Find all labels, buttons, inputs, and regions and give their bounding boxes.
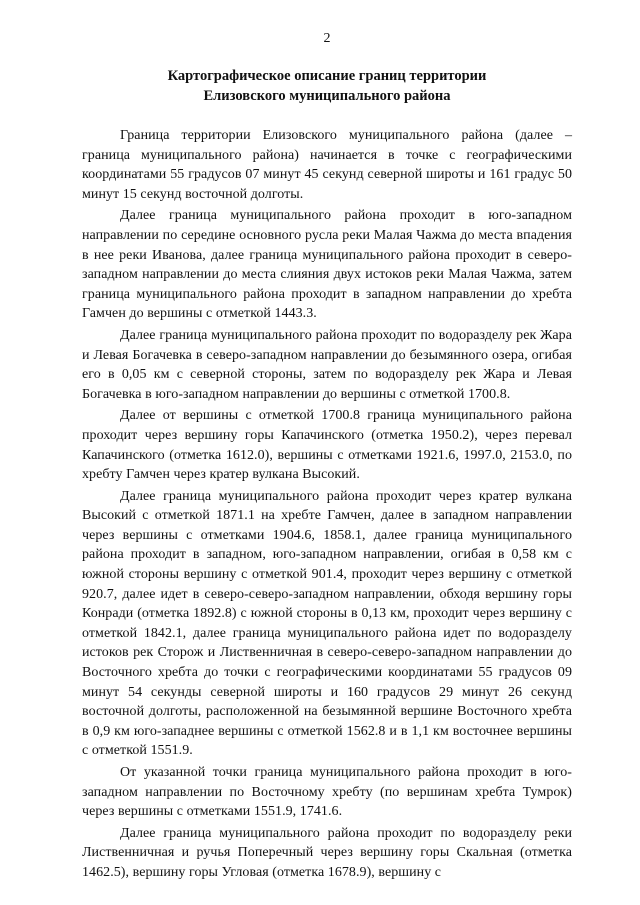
document-title: [82, 66, 572, 106]
page-number: 2: [323, 31, 331, 46]
paragraph-4: Далее от вершины с отметкой 1700.8 граница муниципального района проходит через вершину горы Капачинского (отметка 1950.2), через перевал Капачинского (отметка 1612.0), вершины с отметками 1921.6, 1997.0, 2153.0, по хребту Гамчен через кратер вулкана Высокий.: [82, 408, 572, 483]
title-line-1: Картографическое описание границ территории: [167, 68, 487, 84]
document-page: [82, 30, 572, 885]
paragraph-7: Далее граница муниципального района проходит по водоразделу реки Лиственничная и ручья Поперечный через вершину горы Скальная (отметка 1462.5), вершину горы Угловая (отметка 1678.9), вершину с: [82, 825, 572, 880]
paragraph-3: Далее граница муниципального района проходит по водоразделу рек Жара и Левая Богачевка в северо-западном направлении до безымянного озера, огибая его в 0,05 км с северной стороны, затем по водоразделу рек Жара и Левая Богачевка в юго-западном направлении до вершины с отметкой 1700.8.: [82, 327, 572, 402]
paragraph-2: Далее граница муниципального района проходит в юго-западном направлении по середине основного русла реки Малая Чажма до места впадения в нее реки Иванова, далее граница муниципального района проходит в северо-западном направлении до места слияния двух истоков реки Малая Чажма, затем граница муниципального района проходит в западном направлении до хребта Гамчен до вершины с отметкой 1443.3.: [82, 208, 572, 322]
paragraph-1: Граница территории Елизовского муниципального района (далее – граница муниципального района) начинается в точке с географическими координатами 55 градусов 07 минут 45 секунд северной широты и 161 градус 50 минут 15 секунд восточной долготы.: [82, 128, 572, 202]
title-line-2: Елизовского муниципального района: [203, 88, 451, 104]
paragraph-5: Далее граница муниципального района проходит через кратер вулкана Высокий с отметкой 1871.1 на хребте Гамчен, далее в западном направлении через вершины с отметками 1904.6, 1858.1, далее граница муниципального района проходит в западном, юго-западном направлении, огибая в 0,58 км с южной стороны вершину с отметкой 901.4, проходит через вершину с отметкой 920.7, далее идет в северо-северо-западном направлении, обходя вершину горы Конради (отметка 1892.8) с южной стороны в 0,13 км, проходит через вершину с отметкой 1842.1, далее граница муниципального района идет по водоразделу истоков рек Сторож и Лиственничная в северо-северо-западном направлении до Восточного хребта до точки с географическими координатами 55 градусов 09 минут 54 секунды северной широты и 160 градусов 29 минут 26 секунд восточной долготы, расположенной на безымянной вершине Восточного хребта в 0,9 км юго-западнее вершины с отметкой 1562.8 и в 1,1 км восточнее вершины с отметкой 1551.9.: [82, 488, 572, 759]
paragraph-6: От указанной точки граница муниципального района проходит в юго-западном направлении по Восточному хребту (по вершинам хребта Тумрок) через вершины с отметками 1551.9, 1741.6.: [82, 765, 572, 820]
